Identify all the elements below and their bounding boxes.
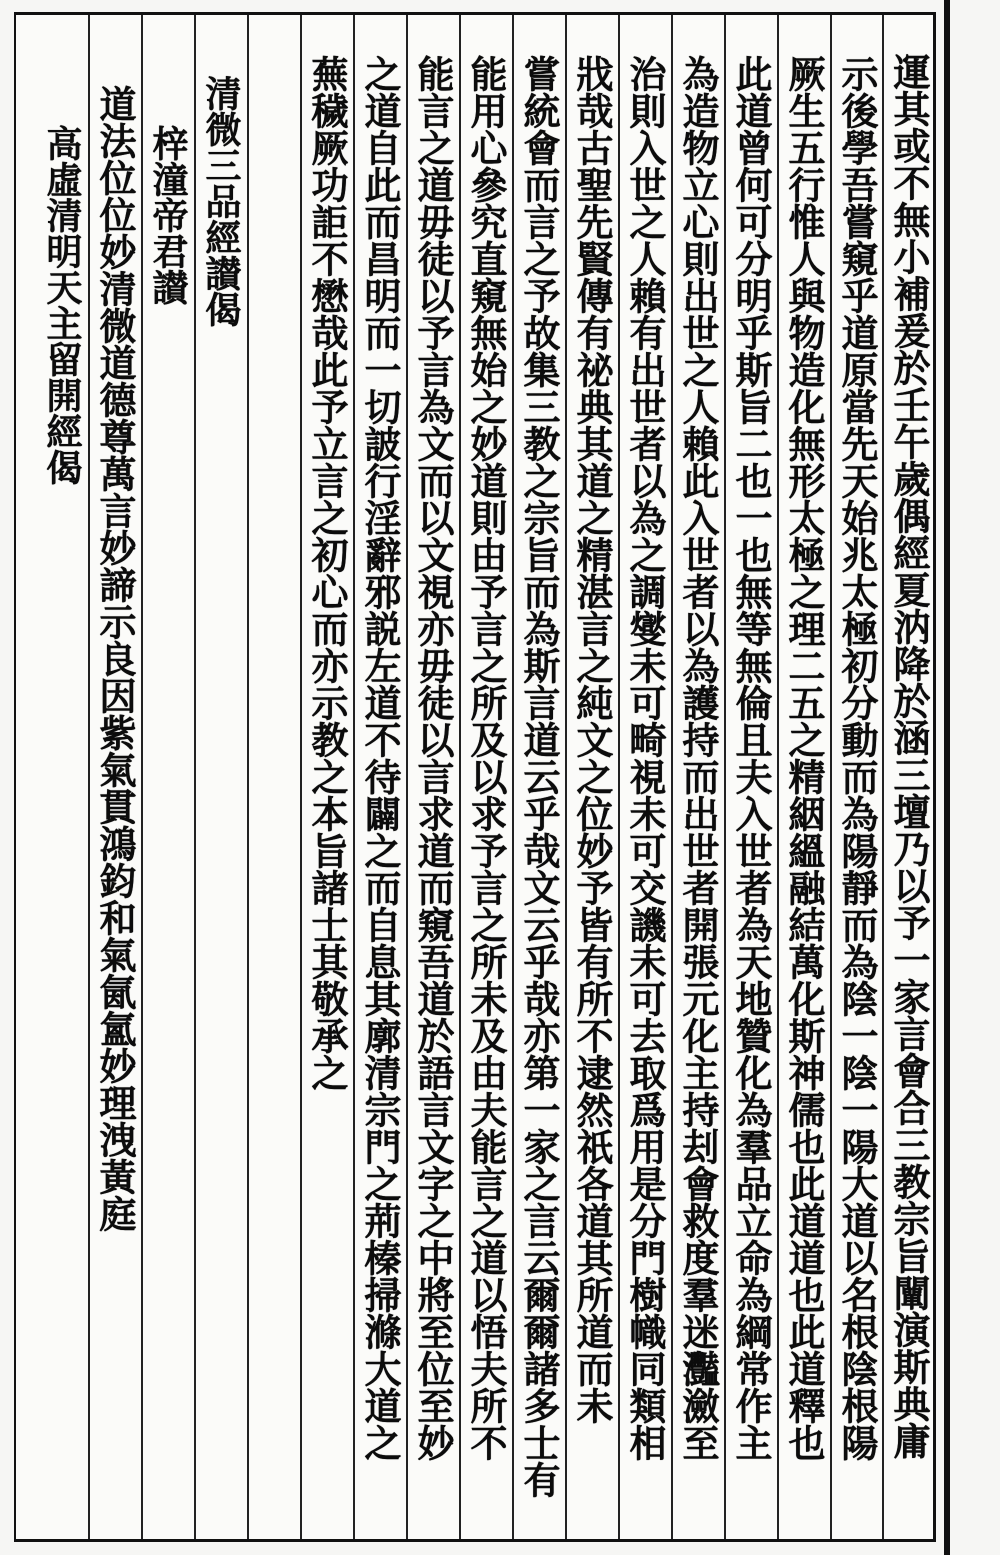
- column-text: 此道曾何可分明乎斯旨二也一也無等無倫且夫入世者為天地贊化為羣品立命為綱常作主: [729, 55, 773, 1461]
- column-text: 嘗統會而言之予故集三教之宗旨而為斯言道云乎哉文云乎哉亦第一家之言云爾爾諸多士有: [517, 55, 561, 1498]
- text-column-6: [618, 15, 670, 1539]
- text-column-7: [565, 15, 617, 1539]
- column-text: 道法位位妙清微道德尊萬言妙諦示良因紫氣貫鴻鈞和氣氤氳妙理洩黃庭: [93, 85, 137, 1232]
- text-column-3: [777, 15, 829, 1539]
- text-column-16: [88, 15, 140, 1539]
- page-edge-divider: [944, 0, 950, 1555]
- text-frame: [14, 12, 936, 1542]
- text-column-8: [512, 15, 564, 1539]
- text-column-11: [353, 15, 405, 1539]
- column-text: 為造物立心則出世之人賴此入世者以為護持而出世者開張元化主持刦會救度羣迷灩瀲至: [676, 55, 720, 1461]
- column-heading: 清微三品經讃偈: [200, 75, 242, 327]
- column-text: 戕哉古聖先賢傳有祕典其道之精湛言之純文之位妙予皆有所不逮然祇各道其所道而未: [570, 55, 614, 1424]
- column-heading: 高虛清明天主留開經偈: [41, 125, 83, 485]
- text-column-9: [459, 15, 511, 1539]
- text-column-15: [141, 15, 193, 1539]
- text-column-14: [194, 15, 246, 1539]
- column-text: 運其或不無小補爰於壬午歲偶經夏汭降於涵三壇乃以予一家言會合三教宗旨闡演斯典庸: [887, 53, 931, 1459]
- text-column-12: [300, 15, 352, 1539]
- column-text: 蕪穢厥功詎不懋哉此予立言之初心而亦示教之本旨諸士其敬承之: [305, 55, 349, 1091]
- column-text: 示後學吾嘗窺乎道原當先天始兆太極初分動而為陽靜而為陰一陰一陽大道以名根陰根陽: [835, 55, 879, 1461]
- column-heading: 梓潼帝君讃: [147, 125, 189, 305]
- column-text: 治則入世之人賴有出世者以為之調燮未可畸視未可交譏未可去取爲用是分門樹幟同類相: [623, 55, 667, 1461]
- text-column-13: [247, 15, 299, 1539]
- text-column-5: [671, 15, 723, 1539]
- column-text: 能用心參究直窺無始之妙道則由予言之所及以求予言之所未及由夫能言之道以悟夫所不: [464, 55, 508, 1461]
- column-text: 之道自此而昌明而一切詖行淫辭邪説左道不待闢之而自息其廓清宗門之荊榛掃滌大道之: [358, 55, 402, 1461]
- text-column-2: [830, 15, 882, 1539]
- text-column-17: [36, 15, 88, 1539]
- text-column-10: [406, 15, 458, 1539]
- column-text: 能言之道毋徒以予言為文而以文視亦毋徒以言求道而窺吾道於語言文字之中將至位至妙: [411, 55, 455, 1461]
- text-column-1: [882, 15, 934, 1539]
- text-column-4: [724, 15, 776, 1539]
- column-text: 厥生五行惟人與物造化無形太極之理二五之精絪縕融結萬化斯神儒也此道道也此道釋也: [782, 55, 826, 1461]
